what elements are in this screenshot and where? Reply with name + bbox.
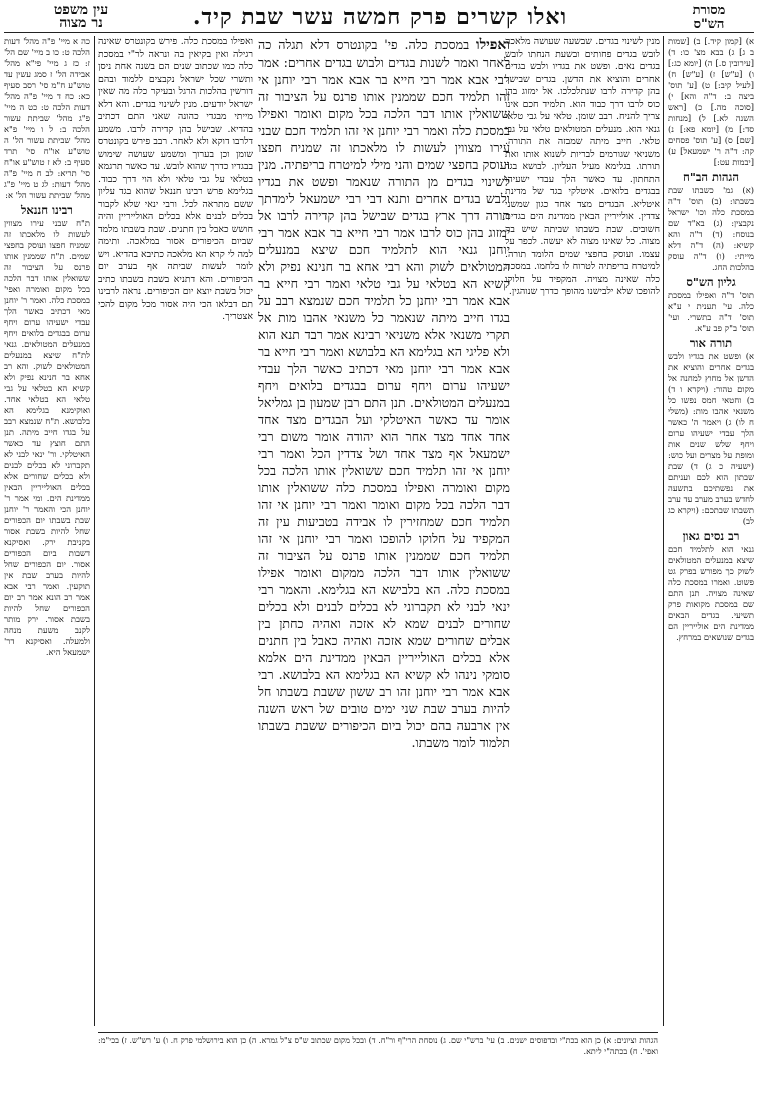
gemara-lead-word: ואפילו bbox=[476, 37, 510, 53]
torah-ohr-text: א) ופשט את בגדיו ולבש בגדים אחרים והוציא את הדשן אל מחוץ למחנה אל מקום טהור: (ויקרא ו ד) ב) וחטאי חמס נפשו כל משנאי אהבו מות: (משלי ח לו) ג) ויאמר ה' כאשר הלך עבדי ישעיהו ערום ויחף שלש שנים אות ומופת על מצרים ועל כוש: (ישעיה כ ג) ד) שבת שבתון הוא לכם ועניתם את נפשתיכם בתשעה לחדש בערב מערב עד ערב תשבתו שבתכם: (ויקרא כג לב) bbox=[668, 351, 754, 526]
left-margin bbox=[4, 36, 90, 1026]
header-rule bbox=[4, 32, 754, 33]
hagahot-text: (א) גמ' כשבתו שבת בשבתו: (ב) תוס' ד"ה במסכת כלה וכו' ישראל נקבצין: (ג) בא"ד שם בנוסח: (ד) ד"ה והא קשיא: (ה) ד"ה דלא מייתי: (ו) ד"ה עוסק בהלכות החג. bbox=[668, 185, 754, 272]
ein-mishpat-text: כה א מיי' פ"ה מהל' דעות הלכה ט: כו ב מיי' שם הל' ז: כז ג מיי' פי"א מהל' אבידה הל' ז סמג עשין עד טוש"ע ח"מ סי' רסב סעיף כא: כח ד מיי' פ"ה מהל' דעות הלכה ט: כט ה מיי' פ"ג מהל' שביתת עשור הלכה ב: ל ו מיי' פ"א מהל' שביתת עשור הל' ה טוש"ע או"ח סי' תרד סעיף ב: לא ז טוש"ע או"ח סי' תריא: לב ח מיי' פ"ה מהל' דעות: לג ט מיי' פ"ג מהל' שביתת עשור הל' א: bbox=[4, 36, 90, 200]
page-title: ואלו קשרים פרק חמשה עשר שבת קיד. bbox=[192, 4, 568, 30]
ein-mishpat-label: עין משפט נר מצוה bbox=[53, 2, 109, 31]
rav-nissim-heading: רב נסים גאון bbox=[682, 529, 740, 543]
gemara-text: במסכת כלה. פי' בקונטרס דלא תגלה כה לאחר ואמר לשנות בגדים ולבוש בגדים אחרים: אמר רבי אבא אמר רבי חייא בר אבא אמר רבי יוחנן אי זהו תלמיד חכם שממנין אותו פרנס על הציבור זה ששואלין אותו דבר הלכה בכל מקום ואומר ואפילו במסכת כלה ואמר רבי יוחנן אי זהו תלמיד חכם שבני עירו מצווין לעשות לו מלאכתו זה שמניח חפצו ועוסק בחפצי שמים והני מילי למיטרח בריפתיה. מנין לשינוי בגדים מן התורה שנאמר ופשט את בגדיו ולבש בגדים אחרים ותנא דבי רבי ישמעאל לימדתך תורה דרך ארץ בגדים שבישל בהן קדירה לרבו אל ימזוג בהן כוס לרבו אמר רבי חייא בר אבא אמר רבי יוחנן גנאי הוא לתלמיד חכם שיצא במנעלים המטולאים לשוק והא רבי אחא בר חנינא נפיק ולא קשיא הא בטלאי על גבי טלאי ואמר רבי חייא בר אבא אמר רבי יוחנן כל תלמיד חכם שנמצא רבב על בגדו חייב מיתה שנאמר כל משנאי אהבו מות אל תקרי משנאי אלא משניאי רבינא אמר רבד תנא הוא ולא פליגי הא בגלימא הא בלבושא ואמר רבי חייא בר אבא אמר רבי יוחנן מאי דכתיב כאשר הלך עבדי ישעיהו ערום ויחף ערום בבגדים בלואים ויחף במנעלים המטולאים. תנן התם רבן שמעון בן גמליאל אומר עד כאשר האיטלקי ועל הבגדים מצד אחד אחד אחד מצד אחר הוא יהודה אומר משום רבי ישמעאל אף מצד אחד ושל צדדין הכל ואמר רבי יוחנן אי זהו תלמיד חכם ששואלין אותו הלכה בכל מקום ואומרה ואפילו במסכת כלה ששואלין אותו דבר הלכה בכל מקום ואומר ואמר רבי יוחנן אי זהו תלמיד חכם שמחזירין לו אבידה בטביעות עין זה המקפיד על חלוקו להופכו ואמר רבי יוחנן אי זהו תלמיד חכם שממנין אותו פרנס על הציבור זה ששואלין אותו דבר הלכה ממקום ואומר אפילו במסכת כלה. הא בלבישא הא בגלימא. והאמר רבי ינאי לבני לא תקברוני לא בכלים לבנים ולא בכלים שחורים לבנים שמא לא אזכה ואהיה כחתן בין אבלים שחורים שמא אזכה ואהיה כאבל בין חתנים אלא בכלים האולייריין הבאין ממדינת הים אלמא סומקי נינהו לא קשיא הא בגלימא הא בלבושא. רבי אבא אמר רבי יוחנן זהו רב ששון ששבת בשבתו חל להיות בערב שבת שני ימים טובים של ראש השנה אין ארבעה בהם יכול ביום הכיפורים ששבת בשבתו תלמוד לומר משבתו. bbox=[258, 37, 510, 750]
rashi-column bbox=[505, 36, 660, 1026]
left-margin-rule bbox=[94, 36, 95, 1026]
rav-nissim-text: גנאי הוא לתלמיד חכם שיצא במנעלים המטולאים לשוק כך מפורש בפרק גט פשוט. ואמרו במסכת כלה שאינה מצויה. תנן התם שם במסכת מקואות פרק תשיעי. בגדים הבאים ממדינת הים אולייריין הם בגדים שנושאים במרחץ. bbox=[668, 544, 754, 642]
right-margin-rule bbox=[663, 36, 664, 1026]
tosafot-text: ואפילו במסכת כלה. פירש בקונטרס שאינה רגילה ואין בקיאין בה ונראה לר"י במסכת כלה כמו שכתוב שנים הם בשנה אחת ניסן ותשרי שכל ישראל נקבצים ללמוד ובהם דורשין בהלכות הרגל ובעיקר כלה מה שאין ישראל יודעים. מנין לשינוי בגדים. והא דלא מייתי מבגדי כהונה שאני התם דכתיב בהדיא. שבישל בהן קדירה לרבו. משמע דלרבו דוקא ולא לאחר. רבב פירש בקונטרס שומן וכן בערוך ומשמע שעושה שימוש בבגדיו כדרך שהוא לובש. עד כאשר תרגמא בטלאי על גבי טלאי ולא הוי דרך כבוד. בגלימא פרש רבינו חננאל שהוא בגד עליון ששם מתראה לכל. ורבי ינאי שלא לקבור בכלים לבנים אלא בכלים האולייריין והיה חושש כאבל בין חתנים. שבת בשבתו מלמד שביום הכיפורים אסור במלאכה. ותימה למה לי קרא הא מלאכה כתיבא בהדיא. ויש לומר לעשות שביתה אף בערב יום הכיפורים. והא דתניא בשבת בשבתו כתיב יכול בשבת יוצא יום הכיפורים. נראה לרבינו תם דבלאו הכי היה אסור מכל מקום להכי אצטריך. bbox=[98, 36, 253, 322]
rashi-text: מנין לשינוי בגדים. שבשעה שעושה מלאכה לובש בגדים פחותים ובשעת הנחתו לובש בגדים נאים. ופשט את בגדיו ולבש בגדים אחרים והוציא את הדשן. בגדים שבישל בהן קדירה לרבו שנתלכלכו. אל ימזוג בהן כוס לרבו דרך כבוד הוא. תלמיד חכם אינו צריך להניח. רבב שומן. טלאי על גבי טלאי גנאי הוא. מנעלים המטולאים טלאי על גבי טלאי. חייב מיתה שמבזה את התורה. משניאי שגורמים לבריות לשנוא אותו ואת תורתו. בגלימא מעיל העליון. לבושא בגד התחתון. עד כאשר הלך עבדי ישעיהו בבגדים בלואים. איטלקי בגד של מדינת איטליא. הבגדים מצד אחד כגון שמשני צדדין. אולייריין הבאין ממדינת הים בגדים חשובים. שבת בשבתו שביתה שיש בה מצוה. כל שאינו מצוה לא יעשה. לכפר על עצמו. ועוסק בחפצי שמים הלומד תורה. למיטרח בריפתיה לטרוח לו בלחמו. במסכת כלה שאינה מצויה. המקפיד על חלוקו להופכו שלא ילבישנו מהופך כדרך שנוהגין. bbox=[505, 36, 660, 297]
hagahot-heading: הגהות הב"ח bbox=[683, 170, 739, 184]
footnotes bbox=[98, 1036, 658, 1112]
gilyon-heading: גליון הש"ס bbox=[686, 275, 736, 289]
masoret-text: א) [קמון קיד.] ב) [שמות ב ג] ג) בבא מצ' כו: ד) [עירובין ס.] ה) [יומא כג:] ו) [ע"ש] ז) [ע"ש] ח) [לעיל קיב:] ט) [ע' תוס' ביצה ב: ד"ה והא] י) [סוכה מה.] כ) [ראש השנה לא.] ל) [מנחות סד:] מ) [יומא פא:] נ) [שם] ס) [ע' תוס' פסחים קה: ד"ה ר' ישמעאל] ע) [יבמות עט:] bbox=[668, 36, 754, 167]
tosafot-column bbox=[98, 36, 253, 1026]
footnote-text: הגהות וציונים: א) כן הוא בכת"י ובדפוסים ישנים. ב) עי' ברש"י שם. ג) נוסחת הרי"ף ור"ח. ד) ובכל מקום שכתוב ש"ס צ"ל גמרא. ה) כן הוא בירושלמי פרק ח. ו) ע' רש"ש. ז) בכי"מ: ואפי'. ח) בכתה"י ליתא. bbox=[98, 1036, 658, 1056]
rabbeinu-chananel-text: ת"ח שבני עירו מצווין לעשות לו מלאכתו זה שמניח חפצו ועוסק בחפצי שמים. ת"ח שממנין אותו פרנס על הציבור זה ששואלין אותו דבר הלכה בכל מקום ואומרה ואפי' במסכת כלה. ואמר ר' יוחנן מאי דכתיב כאשר הלך עבדי ישעיהו ערום ויחף ערום בבגדים בלואים ויחף במנעלים המטולאים. גנאי לת"ח שיצא במנעלים המטולאים לשוק. והא רב אחא בר חנינא נפיק ולא קשיא הא בטלאי על גבי טלאי הא בטלאי אחד. ואוקימנא בגלימא הא בלבושא. ת"ח שנמצא רבב על בגדו חייב מיתה. תנן התם חוצץ עד כאשר האיטלקי. ור' ינאי לבני לא תקברוני לא בכלים לבנים ולא בכלים שחורים אלא בכלים האולייריין הבאין ממדינת הים. ומי אמר ר' יוחנן הכי והאמר ר' יוחנן שבת בשבתו יום הכפורים שחל להיות בשבת אסור בקניבת ירק. ואסיקנא דשבות ביום הכפורים אסור. יום הכפורים שחל להיות בערב שבת אין תוקעין. ואמר רבי אבא אמר רב הונא אמר רב יום הכפורים שחל להיות בשבת אסור. ירק מותר לקנב משעת מנחה ולמעלה. ואסיקנא דר' ישמעאל היא. bbox=[4, 218, 90, 657]
right-margin bbox=[668, 36, 754, 1026]
rabbeinu-chananel-heading: רבינו חננאל bbox=[21, 203, 73, 217]
gemara-body bbox=[258, 36, 510, 751]
footer-rule bbox=[98, 1032, 658, 1033]
gilyon-text: תוס' ד"ה ואפילו במסכת כלה. עי' תענית י ע"א תוס' ד"ה בתשרי. ועי' תוס' ב"ק פב ע"א. bbox=[668, 290, 754, 333]
gemara-column bbox=[258, 36, 510, 1026]
torah-ohr-heading: תורה אור bbox=[689, 336, 733, 350]
masoret-label: מסורת הש"ס bbox=[692, 3, 726, 32]
